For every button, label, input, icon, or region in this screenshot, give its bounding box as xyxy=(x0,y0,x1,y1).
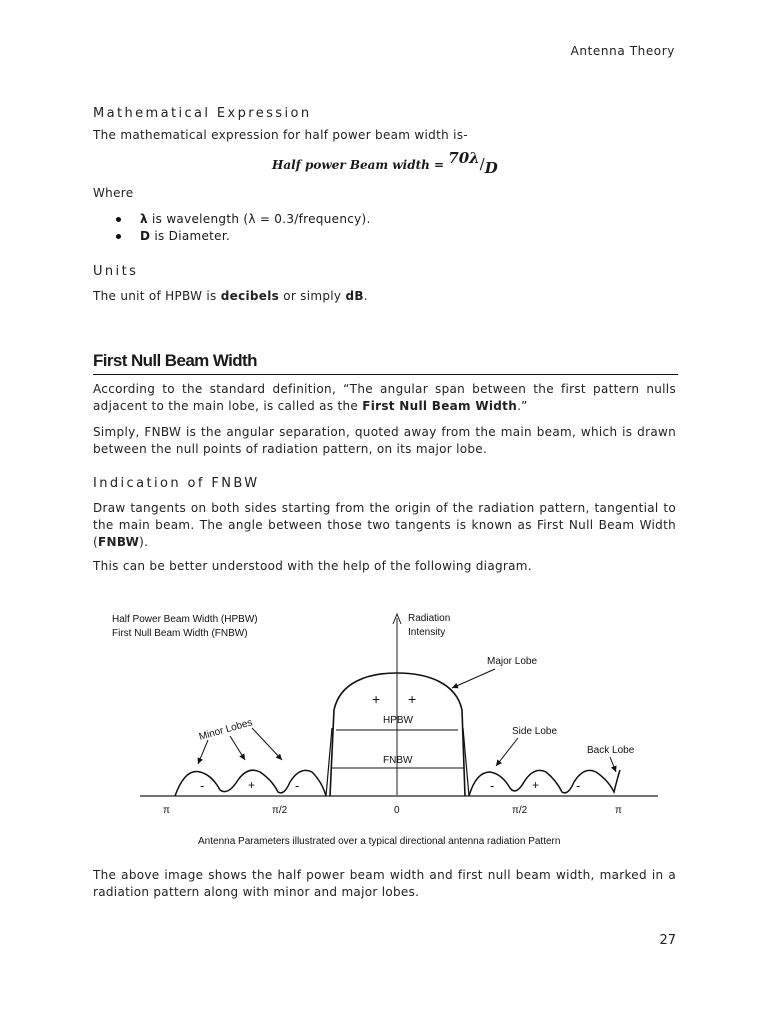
fnbw-definition: According to the standard definition, “The angular span between the first pattern nulls adjacent to the main lobe, is called as the First Null Beam Width.” xyxy=(93,382,676,413)
hpbw-formula: Half power Beam width = 70λ/D xyxy=(272,149,498,177)
left-lobe-sign-3: - xyxy=(295,778,300,793)
variable-list xyxy=(113,211,371,245)
minor-lobes-pointer-3 xyxy=(252,728,282,760)
math-intro: The mathematical expression for half power beam width is- xyxy=(93,128,468,142)
y-axis-label-1: Radiation xyxy=(408,613,451,624)
major-lobe-plus-right: + xyxy=(408,691,417,707)
list-item: λ is wavelength (λ = 0.3/frequency). xyxy=(113,211,371,228)
minor-lobes-pointer-2 xyxy=(230,736,245,760)
running-header: Antenna Theory xyxy=(570,44,675,58)
tick-half-pi-right: π/2 xyxy=(512,805,528,816)
legend-hpbw: Half Power Beam Width (HPBW) xyxy=(112,614,258,625)
major-lobe-label: Major Lobe xyxy=(487,656,538,667)
units-heading: Units xyxy=(93,264,139,279)
right-lobe-sign-3: - xyxy=(576,778,581,793)
tick-zero: 0 xyxy=(394,805,400,816)
units-text: The unit of HPBW is decibels or simply dB. xyxy=(93,289,368,303)
y-axis-label-2: Intensity xyxy=(408,627,446,638)
diagram-caption: Antenna Parameters illustrated over a typical directional antenna radiation Pattern xyxy=(198,836,561,847)
tick-half-pi-left: π/2 xyxy=(272,805,288,816)
back-lobe-pointer xyxy=(610,757,616,772)
minor-lobes-pointer-1 xyxy=(198,740,208,764)
side-lobe-pointer xyxy=(496,738,518,766)
right-lobe-sign-2: + xyxy=(532,778,540,792)
major-lobe-pointer xyxy=(452,669,495,688)
formula-denominator: D xyxy=(484,159,498,177)
tick-pi-left: π xyxy=(163,805,170,816)
side-lobe-label: Side Lobe xyxy=(512,726,558,737)
minor-lobes-label: Minor Lobes xyxy=(197,717,254,743)
formula-numerator: 70λ xyxy=(448,149,480,167)
list-item: D is Diameter. xyxy=(113,228,371,245)
back-lobe-label: Back Lobe xyxy=(587,745,635,756)
where-label: Where xyxy=(93,186,134,200)
left-lobe-sign-1: - xyxy=(200,778,205,793)
fnbw-simply: Simply, FNBW is the angular separation, quoted away from the main beam, which is drawn between the null points of radiation pattern, on its major lobe. xyxy=(93,425,676,456)
tick-pi-right: π xyxy=(615,805,622,816)
fnbw-label: FNBW xyxy=(383,755,413,766)
section-title: First Null Beam Width xyxy=(93,351,678,375)
right-lobe-sign-1: - xyxy=(490,778,495,793)
hpbw-label: HPBW xyxy=(383,715,413,726)
indication-text: Draw tangents on both sides starting from the origin of the radiation pattern, tangential to the main beam. The angle between those two tangents is known as First Null Beam Width (FNBW). xyxy=(93,501,676,549)
diagram-intro: This can be better understood with the help of the following diagram. xyxy=(93,559,532,573)
legend-fnbw: First Null Beam Width (FNBW) xyxy=(112,628,248,639)
formula-lhs: Half power Beam width = xyxy=(272,158,449,172)
radiation-pattern-diagram xyxy=(100,600,660,835)
math-expression-heading: Mathematical Expression xyxy=(93,106,312,121)
left-lobe-sign-2: + xyxy=(248,778,256,792)
closing-paragraph: The above image shows the half power beam width and first null beam width, marked in a radiation pattern along with minor and major lobes. xyxy=(93,868,676,899)
page-number: 27 xyxy=(659,933,676,948)
indication-heading: Indication of FNBW xyxy=(93,476,260,491)
major-lobe-plus-left: + xyxy=(372,691,381,707)
